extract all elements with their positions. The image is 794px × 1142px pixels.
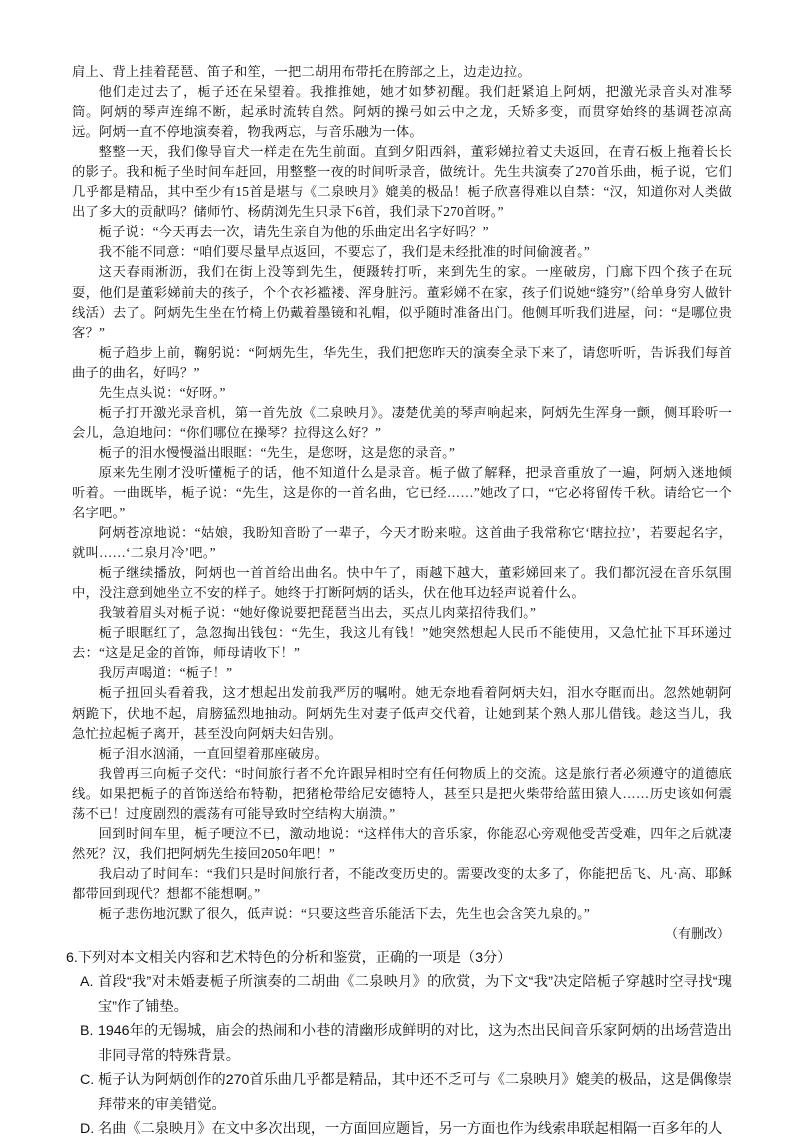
story-paragraph: 整整一天，我们像导盲犬一样走在先生前面。直到夕阳西斜，董彩娣拉着丈夫返回，在青石板上拖着长长的影子。我和栀子坐时间车赶回，用整整一夜的时间听录音，做统计。先生共演奏了270首乐曲，栀子说，它们几乎都是精品，其中至少有15首是堪与《二泉映月》媲美的极品！栀子欣喜得难以自禁：“汉，知道你对人类做出了多大的贡献吗？储师竹、杨荫浏先生只录下6首，我们录下270首呀。”: [72, 144, 732, 220]
question-6: [66, 946, 732, 1142]
option-a: [72, 970, 732, 1019]
story-paragraph: 我不能不同意：“咱们要尽量早点返回，不要忘了，我们是未经批准的时间偷渡者。”: [98, 244, 591, 260]
option-letter: C.: [80, 1072, 95, 1089]
answer-options: [72, 970, 732, 1142]
option-text: 栀子认为阿炳创作的270首乐曲几乎都是精品，其中还不乏可与《二泉映月》媲美的极品，这是偶像崇拜带来的审美错觉。: [98, 1072, 732, 1113]
story-paragraph: 这天春雨淅沥，我们在街上没等到先生，便蹑转打听，来到先生的家。一座破房，门廊下四个孩子在玩耍，他们是董彩娣前夫的孩子，个个衣衫褴褛、浑身脏污。董彩娣不在家，孩子们说她“缝穷”（给单身穷人做针线活）去了。阿炳先生坐在竹椅上仍戴着墨镜和礼帽，似乎随时准备出门。他侧耳听我们进屋，问：“是哪位贵客？”: [72, 264, 732, 340]
story-paragraph: 栀子扭回头看着我，这才想起出发前我严厉的嘱咐。她无奈地看着阿炳夫妇，泪水夺眶而出。忽然她朝阿炳跪下，伏地不起，肩膀猛烈地抽动。阿炳先生对妻子低声交代着，让她到某个熟人那儿借钱。趁这当儿，我急忙拉起栀子离开，甚至没向阿炳夫妇告别。: [72, 685, 732, 741]
source-note: （有删改）: [664, 926, 730, 942]
story-paragraph: 栀子打开激光录音机，第一首先放《二泉映月》。凄楚优美的琴声响起来，阿炳先生浑身一颤，侧耳聆听一会儿，急迫地问：“你们哪位在操琴？拉得这么好？”: [72, 404, 732, 440]
story-paragraph: 先生点头说：“好呀。”: [98, 384, 226, 400]
story-paragraph: 我厉声喝道：“栀子！”: [98, 665, 233, 681]
option-letter: D.: [80, 1121, 95, 1138]
option-letter: A.: [80, 974, 94, 991]
option-c: [72, 1068, 732, 1117]
option-text: 首段“我”对未婚妻栀子所演奏的二胡曲《二泉映月》的欣赏，为下文“我”决定陪栀子穿越时空寻找“瑰宝”作了铺垫。: [98, 974, 732, 1015]
option-letter: B.: [80, 1023, 94, 1040]
option-d: [72, 1117, 732, 1142]
story-paragraph: 回到时间车里，栀子哽泣不已，激动地说：“这样伟大的音乐家，你能忍心旁观他受苦受难，四年之后就凄然死？汉，我们把阿炳先生接回2050年吧！”: [72, 825, 732, 861]
story-paragraph: 栀子继续播放，阿炳也一首首给出曲名。快中午了，雨越下越大，董彩娣回来了。我们都沉浸在音乐氛围中，没注意到她坐立不安的样子。她终于打断阿炳的话头，伏在他耳边轻声说着什么。: [72, 565, 732, 601]
story-paragraph: 栀子悲伤地沉默了很久，低声说：“只要这些音乐能活下去，先生也会含笑九泉的。”: [98, 905, 591, 921]
story-paragraph: 栀子的泪水慢慢溢出眼眶：“先生，是您呀，这是您的录音。”: [98, 444, 456, 460]
story-paragraph: 原来先生刚才没听懂栀子的话，他不知道什么是录音。栀子做了解释，把录音重放了一遍，阿炳入迷地倾听着。一曲既毕，栀子说：“先生，这是你的一首名曲，它已经……”她改了口，“它必将留传千秋。请给它一个名字吧。”: [72, 464, 732, 521]
story-paragraph: 肩上、背上挂着琵琶、笛子和笙，一把二胡用布带托在胯部之上，边走边拉。: [72, 64, 531, 79]
option-text: 1946年的无锡城，庙会的热闹和小巷的清幽形成鲜明的对比，这为杰出民间音乐家阿炳的出场营造出非同寻常的特殊背景。: [98, 1023, 732, 1064]
option-b: [72, 1019, 732, 1068]
story-paragraph: 我曾再三向栀子交代：“时间旅行者不允许跟异相时空有任何物质上的交流。这是旅行者必须遵守的道德底线。如果把栀子的首饰送给布特勒，把猪枪带给尼安德特人，甚至只是把火柴带给蓝田猿人……历史该如何震荡不已！过度剧烈的震荡有可能导致时空结构大崩溃。”: [72, 765, 732, 821]
question-stem: 6.下列对本文相关内容和艺术特色的分析和鉴赏，正确的一项是（3分）: [66, 950, 512, 967]
story-paragraph: 我启动了时间车：“我们只是时间旅行者，不能改变历史的。需要改变的太多了，你能把岳飞、凡·高、耶稣都带回到现代？想都不能想啊。”: [72, 865, 732, 901]
story-paragraph: 栀子趋步上前，鞠躬说：“阿炳先生，华先生，我们把您昨天的演奏全录下来了，请您听听，告诉我们每首曲子的曲名，好吗？”: [72, 344, 732, 380]
option-text: 名曲《二泉映月》在文中多次出现，一方面回应题旨，另一方面也作为线索串联起相隔一百多年的人: [98, 1121, 723, 1138]
story-paragraph: 阿炳苍凉地说：“姑娘，我盼知音盼了一辈子，今天才盼来啦。这首曲子我常称它‘瞎拉拉’，若要起名字，就叫……‘二泉月冷’吧。”: [72, 525, 732, 561]
story-paragraph: 他们走过去了，栀子还在呆望着。我推推她，她才如梦初醒。我们赶紧追上阿炳，把激光录音头对准琴筒。阿炳的琴声连绵不断，起承时流转自然。阿炳的操弓如云中之龙，夭矫多变，而贯穿始终的基调苍凉高远。阿炳一直不停地演奏着，物我两忘，与音乐融为一体。: [72, 84, 732, 140]
story-paragraph: 栀子眼眶红了，急忽掏出钱包：“先生，我这儿有钱！”她突然想起人民币不能使用，又急忙扯下耳环递过去：“这是足金的首饰，师母请收下！”: [72, 625, 732, 661]
story-paragraph: 我皱着眉头对栀子说：“她好像说要把琵琶当出去，买点儿肉菜招待我们。”: [98, 605, 537, 621]
exam-page: [66, 62, 732, 1142]
story-text: [72, 62, 732, 924]
story-paragraph: 栀子泪水汹涌，一直回望着那座破房。: [98, 745, 329, 761]
story-paragraph: 栀子说：“今天再去一次，请先生亲自为他的乐曲定出名字好吗？”: [98, 224, 489, 240]
